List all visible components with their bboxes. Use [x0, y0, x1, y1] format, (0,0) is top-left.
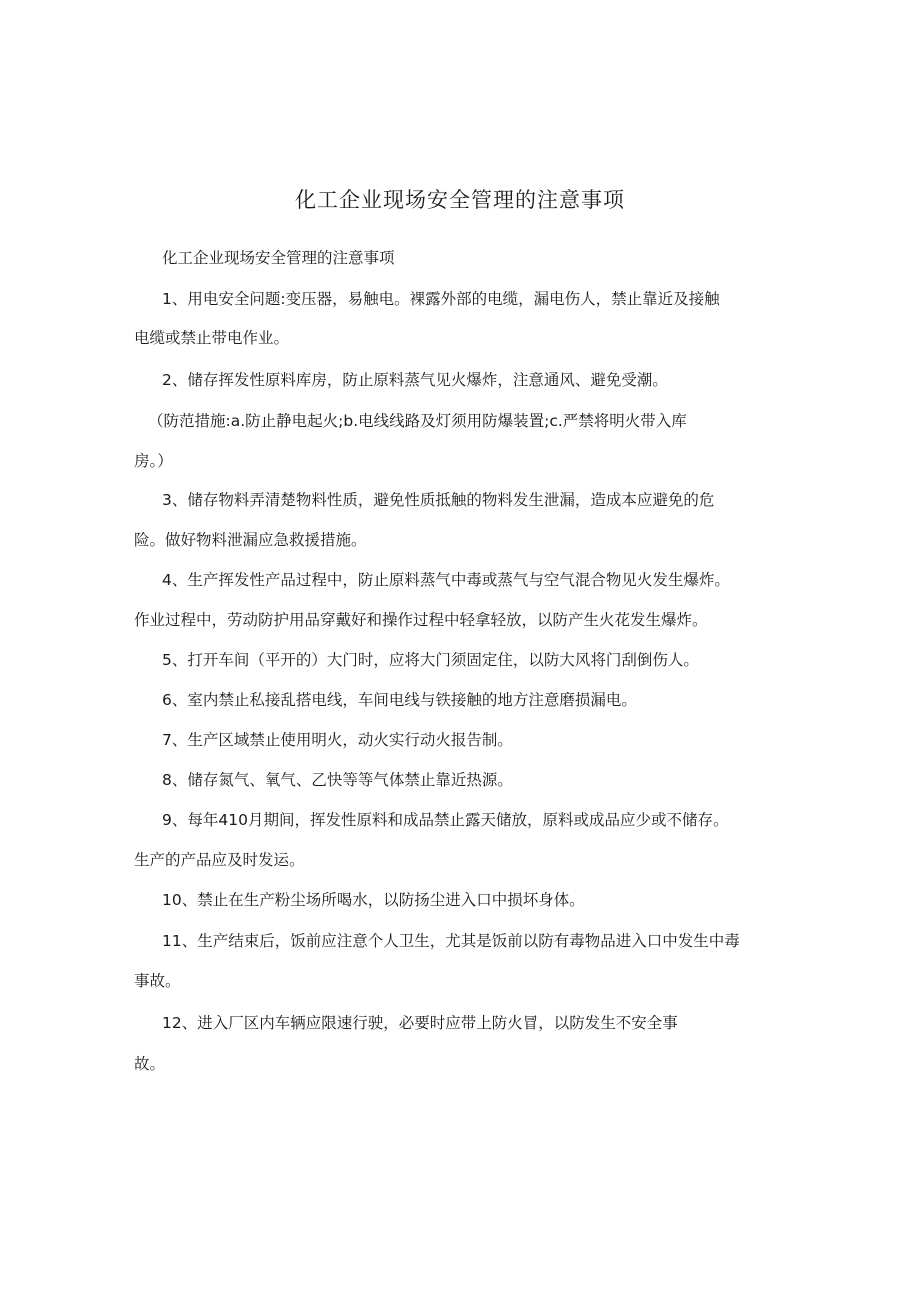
item-11-line-2: 事故。 [134, 972, 181, 990]
item-1-line-1: 1、用电安全问题:变压器，易触电。裸露外部的电缆，漏电伤人，禁止靠近及接触 [162, 290, 720, 308]
item-12-line-1: 12、进入厂区内车辆应限速行驶，必要时应带上防火冒，以防发生不安全事 [162, 1014, 678, 1032]
item-8-line-1: 8、储存氮气、氧气、乙快等等气体禁止靠近热源。 [162, 771, 513, 789]
item-9-line-2: 生产的产品应及时发运。 [134, 851, 305, 869]
item-7-line-1: 7、生产区域禁止使用明火，动火实行动火报告制。 [162, 731, 513, 749]
document-subtitle: 化工企业现场安全管理的注意事项 [162, 249, 395, 267]
item-3-line-1: 3、储存物料弄清楚物料性质，避免性质抵触的物料发生泄漏，造成本应避免的危 [162, 491, 715, 509]
item-10-line-1: 10、禁止在生产粉尘场所喝水，以防扬尘进入口中损坏身体。 [162, 891, 585, 909]
item-4-line-2: 作业过程中，劳动防护用品穿戴好和操作过程中轻拿轻放，以防产生火花发生爆炸。 [134, 611, 708, 629]
item-11-line-1: 11、生产结束后，饭前应注意个人卫生，尤其是饭前以防有毒物品进入口中发生中毒 [162, 932, 740, 950]
item-2-note-line-2: 房。） [134, 452, 173, 470]
page-title: 化工企业现场安全管理的注意事项 [295, 188, 625, 212]
item-9-line-1: 9、每年410月期间，挥发性原料和成品禁止露天储放，原料或成品应少或不储存。 [162, 811, 729, 829]
item-2-note-line-1: （防范措施:a.防止静电起火;b.电线线路及灯须用防爆装置;c.严禁将明火带入库 [148, 412, 687, 430]
item-6-line-1: 6、室内禁止私接乱搭电线，车间电线与铁接触的地方注意磨损漏电。 [162, 691, 637, 709]
item-12-line-2: 故。 [134, 1055, 166, 1073]
item-3-line-2: 险。做好物料泄漏应急救援措施。 [134, 531, 367, 549]
item-4-line-1: 4、生产挥发性产品过程中，防止原料蒸气中毒或蒸气与空气混合物见火发生爆炸。 [162, 571, 730, 589]
item-1-line-2: 电缆或禁止带电作业。 [134, 329, 290, 347]
item-2-line-1: 2、储存挥发性原料库房，防止原料蒸气见火爆炸，注意通风、避免受潮。 [162, 371, 668, 389]
item-5-line-1: 5、打开车间（平开的）大门时，应将大门须固定住，以防大风将门刮倒伤人。 [162, 651, 699, 669]
